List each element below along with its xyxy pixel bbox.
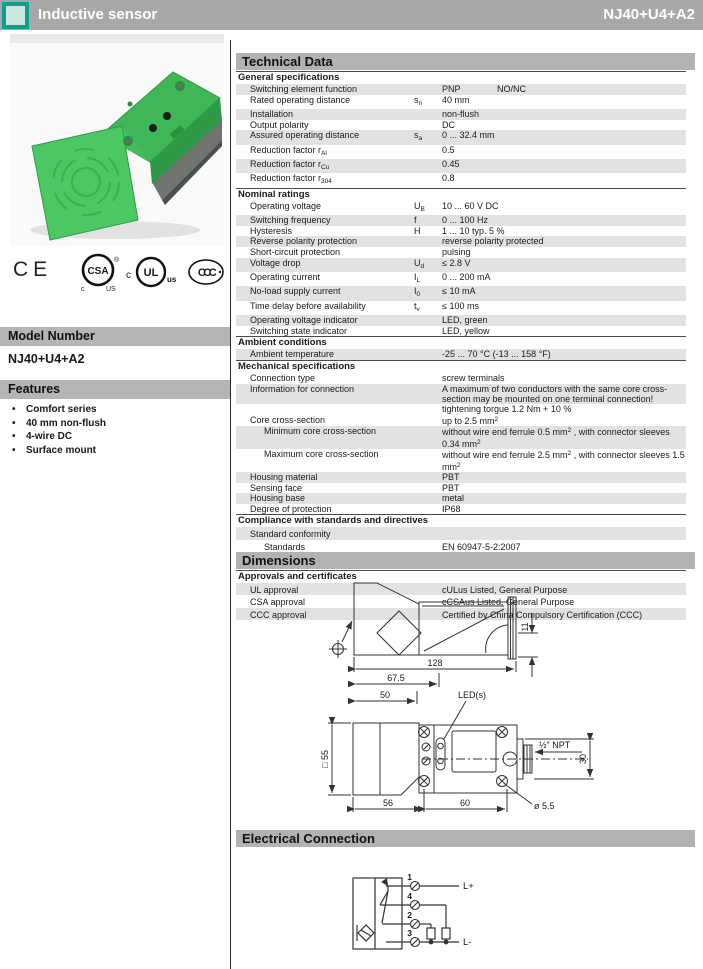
spec-value: A maximum of two conductors with the same core cross-section may be mounted on one terminal connection! <box>442 383 668 404</box>
spec-label: Rated operating distance <box>250 94 351 105</box>
spec-value: LED, yellow <box>442 325 490 336</box>
spec-label: Time delay before availability <box>250 300 366 311</box>
spec-value: EN 60947-5-2:2007 <box>442 541 521 552</box>
spec-row <box>236 258 686 272</box>
spec-value: PBT <box>442 482 460 493</box>
spec-label: Short-circuit protection <box>250 247 341 257</box>
spec-symbol <box>414 120 442 131</box>
spec-row <box>236 272 686 286</box>
supply-plus-label: L+ <box>463 881 474 892</box>
svg-text:®: ® <box>114 257 120 264</box>
spec-symbol <box>414 404 442 415</box>
spec-label <box>236 404 414 415</box>
spec-value: ≤ 100 ms <box>442 300 479 311</box>
supply-minus-label: L- <box>463 937 472 948</box>
header-model-number: NJ40+U4+A2 <box>603 6 695 23</box>
spec-value: screw terminals <box>442 373 505 383</box>
spec-symbol <box>414 449 442 472</box>
spec-symbol: $U_B$ <box>414 200 425 213</box>
spec-row <box>236 226 686 237</box>
spec-value: ≤ 10 mA <box>442 286 476 297</box>
terminal-4-label: 4 <box>407 891 412 901</box>
dim-square-55: □ 55 <box>320 750 330 768</box>
spec-row <box>236 472 686 483</box>
spec-symbol: $I_L$ <box>414 272 421 284</box>
spec-row <box>236 373 686 384</box>
spec-label: Reverse polarity protection <box>250 236 358 247</box>
spec-value <box>442 529 686 540</box>
spec-row <box>236 527 686 540</box>
page-header <box>0 0 703 30</box>
product-type-title: Inductive sensor <box>38 6 158 23</box>
spec-value: 0.8 <box>442 173 455 184</box>
spec-section <box>236 360 686 514</box>
spec-label: CSA approval <box>250 597 306 608</box>
spec-label: Reduction factor $r_{Cu}$ <box>250 159 330 171</box>
spec-label: Assured operating distance <box>250 130 360 141</box>
spec-section <box>236 188 686 337</box>
spec-value: tightening torgue 1.2 Nm + 10 % <box>442 404 572 415</box>
dim-hole-dia: ø 5.5 <box>534 801 555 811</box>
spec-label: Core cross-section <box>250 415 326 425</box>
dim-30: 30 <box>578 753 588 765</box>
dimensions-drawing <box>236 573 696 825</box>
spec-row <box>236 483 686 494</box>
spec-label: Reduction factor $r_{Al}$ <box>250 144 327 157</box>
spec-value: ≤ 2.8 V <box>442 257 471 268</box>
spec-value: PNP NO/NC <box>442 84 526 94</box>
spec-symbol <box>414 384 442 405</box>
svg-text:UL: UL <box>143 267 159 279</box>
feature-item: • 4-wire DC <box>10 430 106 444</box>
spec-label: Degree of protection <box>250 503 332 514</box>
spec-symbol <box>414 349 442 360</box>
features-section-title: Features <box>0 380 230 399</box>
spec-label: Operating voltage indicator <box>250 315 358 326</box>
spec-section-title: General specifications <box>236 71 686 84</box>
spec-row <box>236 145 686 159</box>
product-photo-illustration <box>10 34 224 246</box>
spec-label: Sensing face <box>250 482 303 493</box>
spec-row <box>236 301 686 315</box>
dim-11: 11 <box>520 622 530 632</box>
dim-overall-length: 128 <box>427 658 443 668</box>
spec-row <box>236 120 686 131</box>
spec-symbol <box>414 173 442 187</box>
spec-symbol <box>414 247 442 258</box>
spec-row <box>236 84 686 95</box>
spec-row <box>236 130 686 144</box>
spec-row <box>236 504 686 515</box>
spec-label: Switching element function <box>250 84 358 94</box>
spec-row <box>236 286 686 300</box>
spec-label: Operating voltage <box>250 200 322 211</box>
feature-item: • Surface mount <box>10 444 106 458</box>
spec-section-title: Ambient conditions <box>236 336 686 349</box>
spec-label: Voltage drop <box>250 257 301 268</box>
spec-value: cULus Listed, General Purpose <box>442 584 568 595</box>
feature-item: • Comfort series <box>10 403 106 417</box>
features-list <box>10 403 106 457</box>
dim-60: 60 <box>459 798 471 808</box>
spec-symbol: $t_v$ <box>414 300 420 313</box>
spec-label: Reduction factor $r_{304}$ <box>250 173 332 186</box>
svg-text:CSA: CSA <box>87 266 109 277</box>
spec-label: Minimum core cross-section <box>264 426 377 437</box>
npt-label: ½" NPT <box>539 740 571 750</box>
spec-value: Certified by China Compulsory Certification (CCC) <box>442 609 643 620</box>
spec-value: PBT <box>442 472 460 483</box>
spec-section <box>236 71 686 188</box>
spec-symbol <box>414 504 442 515</box>
feature-item: • 40 mm non-flush <box>10 417 106 431</box>
spec-label: UL approval <box>250 584 299 595</box>
spec-symbol: f <box>414 215 417 226</box>
spec-value: DC <box>442 119 455 130</box>
technical-data-section-title: Technical Data <box>236 53 695 70</box>
dim-67-5: 67.5 <box>387 673 405 683</box>
spec-symbol: $s_n$ <box>414 94 423 107</box>
terminal-3-label: 3 <box>407 928 412 938</box>
spec-row <box>236 95 686 109</box>
spec-label: Operating current <box>250 272 321 282</box>
spec-row <box>236 404 686 415</box>
svg-text:c: c <box>126 270 131 281</box>
spec-symbol <box>414 109 442 120</box>
spec-value: without wire end ferrule 0.5 $mm^2$ , with connector sleeves 0.34 $mm^2$ <box>442 427 670 449</box>
spec-value: 0 ... 100 Hz <box>442 215 489 226</box>
spec-symbol <box>414 326 442 337</box>
spec-row <box>236 201 686 215</box>
spec-label: Switching frequency <box>250 215 331 226</box>
spec-value-2: NO/NC <box>497 84 526 94</box>
electrical-connection-section-title: Electrical Connection <box>236 830 695 847</box>
spec-symbol: H <box>414 225 421 236</box>
spec-row <box>236 384 686 405</box>
spec-value: pulsing <box>442 247 471 257</box>
spec-label: Housing material <box>250 472 318 483</box>
spec-section-title: Compliance with standards and directives <box>236 514 686 527</box>
spec-row <box>236 449 686 472</box>
terminal-2-label: 2 <box>407 910 412 920</box>
spec-row <box>236 315 686 326</box>
spec-value: 0.5 <box>442 144 455 155</box>
spec-label: Output polarity <box>250 119 309 130</box>
spec-value: 0 ... 32.4 mm <box>442 130 495 141</box>
spec-row <box>236 493 686 504</box>
dim-50: 50 <box>379 690 391 700</box>
spec-label: Housing base <box>250 493 306 504</box>
spec-row <box>236 349 686 360</box>
spec-value: -25 ... 70 °C (-13 ... 158 °F) <box>442 349 551 360</box>
spec-value: reverse polarity protected <box>442 236 544 247</box>
spec-symbol <box>414 483 442 494</box>
spec-value: without wire end ferrule 2.5 $mm^2$ , with connector sleeves 1.5 $mm^2$ <box>442 450 685 472</box>
terminal-1-label: 1 <box>407 872 412 882</box>
spec-label: Information for connection <box>250 383 355 394</box>
spec-symbol <box>414 493 442 504</box>
column-divider <box>230 40 231 969</box>
spec-value: IP68 <box>442 503 461 514</box>
spec-value: up to 2.5 $mm^2$ <box>442 416 499 426</box>
spec-row <box>236 236 686 247</box>
spec-label: Maximum core cross-section <box>264 449 379 460</box>
spec-symbol <box>414 415 442 426</box>
model-number-section-title: Model Number <box>0 327 230 346</box>
spec-value: metal <box>442 493 465 504</box>
spec-symbol: $s_a$ <box>414 130 423 143</box>
svg-text:us: us <box>167 275 177 284</box>
spec-label: Ambient temperature <box>250 349 335 360</box>
spec-symbol <box>414 373 442 384</box>
spec-row <box>236 159 686 173</box>
spec-value: 1 ... 10 typ. 5 % <box>442 225 505 236</box>
svg-text:c: c <box>81 286 85 293</box>
spec-section-title: Mechanical specifications <box>236 360 686 373</box>
certification-marks <box>0 250 230 296</box>
ul-mark-icon <box>124 254 182 292</box>
spec-symbol <box>414 529 442 540</box>
ce-mark-icon: CE <box>13 258 53 281</box>
spec-label: Switching state indicator <box>250 325 348 336</box>
spec-value: 40 mm <box>442 94 470 105</box>
spec-row <box>236 215 686 226</box>
technical-data-table <box>236 71 686 620</box>
led-label: LED(s) <box>458 690 487 700</box>
spec-symbol: $U_d$ <box>414 257 425 270</box>
model-number-value: NJ40+U4+A2 <box>8 352 85 366</box>
brand-square-icon <box>2 2 29 29</box>
spec-label: Connection type <box>250 373 316 383</box>
spec-symbol <box>414 159 442 173</box>
spec-section-title: Approvals and certificates <box>236 570 686 583</box>
dimensions-section-title: Dimensions <box>236 552 695 569</box>
spec-value: cCSAus Listed, General Purpose <box>442 597 575 608</box>
csa-mark-icon <box>78 250 120 294</box>
spec-symbol <box>414 472 442 483</box>
spec-value: 0.45 <box>442 159 460 169</box>
spec-label: Standards <box>264 541 306 552</box>
product-photo <box>10 34 224 246</box>
spec-label: Hysteresis <box>250 225 293 236</box>
spec-row <box>236 426 686 449</box>
spec-value: 0 ... 200 mA <box>442 272 491 282</box>
dim-56: 56 <box>382 798 394 808</box>
spec-label: No-load supply current <box>250 286 341 297</box>
spec-value: 10 ... 60 V DC <box>442 200 499 211</box>
svg-text:US: US <box>106 286 116 293</box>
spec-section <box>236 336 686 360</box>
ccc-mark-icon <box>186 257 228 287</box>
spec-value: LED, green <box>442 315 488 326</box>
spec-row <box>236 326 686 337</box>
spec-label: Standard conformity <box>250 529 331 540</box>
spec-row <box>236 109 686 120</box>
spec-symbol <box>414 236 442 247</box>
spec-label: CCC approval <box>250 609 307 620</box>
spec-row <box>236 247 686 258</box>
spec-symbol <box>414 145 442 159</box>
spec-row <box>236 415 686 426</box>
spec-section-title: Nominal ratings <box>236 188 686 201</box>
spec-value: non-flush <box>442 109 480 119</box>
spec-row <box>236 173 686 187</box>
spec-label: Installation <box>250 109 294 119</box>
spec-symbol <box>414 84 442 95</box>
spec-symbol <box>414 315 442 326</box>
spec-symbol <box>414 426 442 449</box>
svg-text:CCC: CCC <box>197 267 215 279</box>
electrical-connection-diagram <box>236 853 696 969</box>
spec-symbol: $I_0$ <box>414 286 421 299</box>
